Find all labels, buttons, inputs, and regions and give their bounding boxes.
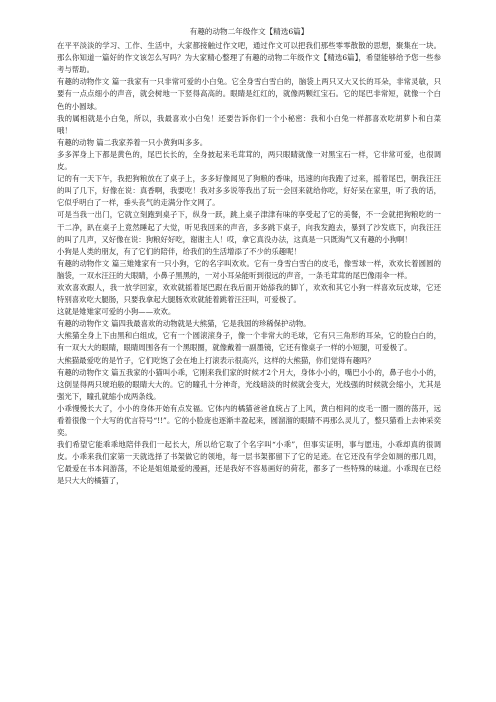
paragraph: 我的属相就是小白兔，所以，我最喜欢小白兔！还要告诉你们一个小秘密：我和小白兔一样都喜欢吃胡萝卜和白菜哦！ [57,113,441,135]
paragraph: 小乖慢慢长大了，小小的身体开始有点发福。它体内的橘猫爸爸血统占了上风，黄白相间的皮毛一圈一圈的荡开，远看着很像一个大写的优言符号“!!”。它的小脸庞也逐渐丰盈起来，圆溜溜的眼睛不再那么灵儿了，整只猫看上去神采奕奕。 [57,403,441,438]
paragraph-essay-3: 有趣的动物作文 篇三雉雉家有一只小狗，它的名字叫欢欢。它有一身雪白雪白的皮毛，像雪球一样，欢欢长着圆圆的脑袋，一双水汪汪的大眼睛，小鼻子黑黑的，一对小耳朵能听到很远的声音，一条毛茸茸的尾巴像雨伞一样。 [57,258,441,280]
paragraph: 记的有一天下午，我把狗粮放在了桌子上，多多好像闻见了狗粮的香味，迅速的向我跑了过来，摇着尾巴，朝我汪汪的叫了几下，好像在说：真香啊，我要吃！我对多多说等我出了玩一会回来就给你吃，好好呆在家里，听了我的话，它似乎明白了一样，垂头丧气的走满分作文网了。 [57,174,441,208]
paragraph: 多多浑身上下都是黄色的，尾巴长长的，全身披起来毛茸茸的，两只眼睛就像一对黑宝石一样，它非常可爱，也很调皮。 [57,149,441,172]
document-page [57,26,441,488]
paragraph: 小狗是人类的朋友，有了它们的陪伴，给我们的生活增添了不少的乐趣呢！ [57,246,301,256]
paragraph: 可是当我一出门，它就立刻跑到桌子下，纵身一跃，跳上桌子津津有味的享受起了它的美餐，不一会就把狗粮吃的一干二净，趴在桌子上竟然睡起了大觉，听见我回来的声音，多多跳下桌子，向我发跑去，暴到了沙发底下，向我汪汪的叫了几声，又好像在说：狗粮好好吃，谢谢主人！哎，拿它真没办法，这真是一只既淘气又有趣的小狗啊！ [57,210,441,244]
paragraph: 这就是雉雉家可爱的小狗——欢欢。 [57,307,176,317]
paragraph: 大熊猫全身上下由黑和白组成，它有一个圆滚滚身子，像一个非常大的毛球，它有只三角形的耳朵，它的脸白白的，有一双大大的眼睛，眼睛周围各有一个黑眼圈，就像戴着一副墨镜，它还有像桌子一样的小短腿，可爱极了。 [57,331,441,353]
paragraph: 欢欢喜欢跟人，我一放学回家，欢欢就摇着尾巴跟在我后面开始舔我的脚丫，欢欢和其它小狗一样喜欢玩皮球，它还特别喜欢吃大腿肠，只要我拿起大腿肠欢欢就能着跳着汪汪叫，可爱极了。 [57,282,441,305]
paragraph-essay-1: 有趣的动物作文 篇一我家有一只非常可爱的小白兔。它全身雪白雪白的，脑袋上两只又大又长的耳朵，非常灵敏，只要有一点点细小的声音，就会树地一下竖得高高的。眼睛是红红的，就像两颗红宝石。它的尾巴非常短，就像一个白色的小圆球。 [57,77,441,111]
paragraph-essay-2: 有趣的动物 篇二我家养着一只小黄狗叫多多。 [57,137,208,147]
paragraph-essay-4: 有趣的动物作文 篇四我最喜欢的动物就是大熊猫，它是我国的珍稀保护动物。 [57,319,311,329]
paragraph-intro: 在平平淡淡的学习、工作、生活中，大家都接触过作文吧，通过作文可以把我们那些零零散散的思想，聚集在一块。那么你知道一篇好的作文该怎么写吗？为大家精心整理了有趣的动物二年级作文【精选6篇】，希望能够给予您一些参考与帮助。 [57,41,441,75]
document-title: 有趣的动物二年级作文【精选6篇】 [189,27,309,36]
paragraph: 我们希望它能乖乖地陪伴我们一起长大，所以给它取了个名字叫“小乖”，但事实证明，事与愿违，小乖却真的很调皮。小乖来我们家第一天就选择了书架做它的领地，每一层书架都留下了它的足迹。在它还没有学会如厕的那几周，它最爱在书本间游荡，不论是姐姐最爱的漫画，还是我好不容易画好的荷花，都多了一些特殊的味道。小乖现在已经是只大大的橘猫了， [57,440,441,486]
paragraph: 大熊猫最爱吃的是竹子，它们吃饱了会在地上打滚表示很高兴，这样的大熊猫，你们觉得有趣吗？ [57,355,375,365]
paragraph-essay-5: 有趣的动物作文 篇五我家的小猫叫小乖，它刚来我们家的时候才2个月大，身体小小的，嘴巴小小的，鼻子也小小的，这倒显得两只琥珀般的眼睛大大的。它的瞳孔十分神奇，光线暗淡的时候就会变大，光线强的时候就会缩小，尤其是强光下，瞳孔就缩小成两条线。 [57,367,441,401]
